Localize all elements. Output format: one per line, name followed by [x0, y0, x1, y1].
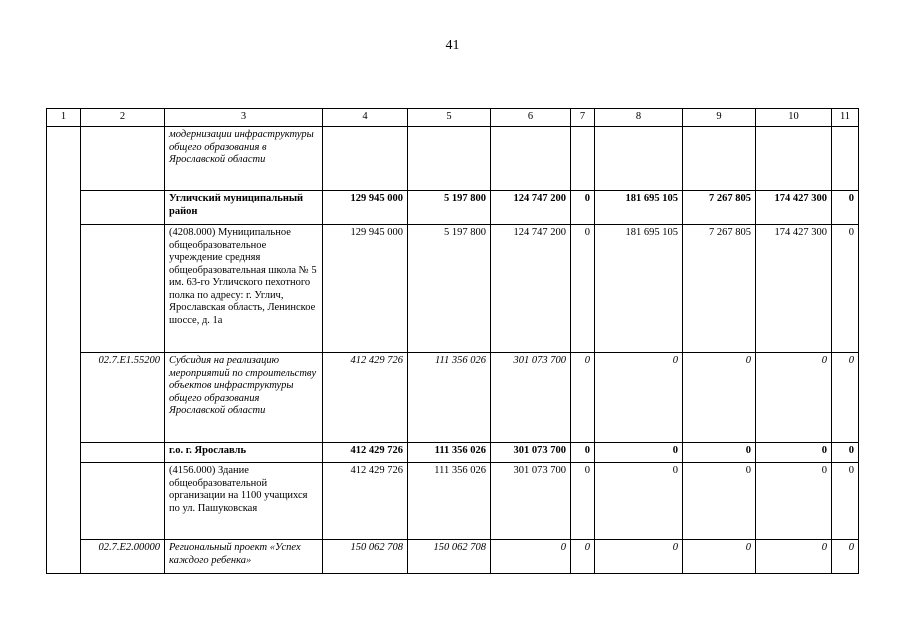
- table-row: [47, 127, 859, 191]
- table-cell-value: [323, 127, 408, 191]
- table-cell-value: [408, 127, 491, 191]
- header-cell: 10: [756, 109, 832, 127]
- table-cell-code: 02.7.E1.55200: [81, 353, 165, 443]
- table-cell-name: г.о. г. Ярославль: [165, 443, 323, 463]
- table-cell-value: 174 427 300: [756, 225, 832, 353]
- table-row: [47, 353, 859, 443]
- header-cell: 8: [595, 109, 683, 127]
- table-cell-value: 0: [595, 463, 683, 540]
- table-cell-value: 129 945 000: [323, 191, 408, 225]
- table-cell-value: 111 356 026: [408, 353, 491, 443]
- table-cell-value: 124 747 200: [491, 225, 571, 353]
- table-cell-value: 0: [571, 540, 595, 574]
- header-cell: 11: [832, 109, 859, 127]
- table-header-row: [47, 109, 859, 127]
- table-cell-value: 0: [832, 443, 859, 463]
- table-cell-value: 0: [683, 463, 756, 540]
- table-cell-value: 301 073 700: [491, 443, 571, 463]
- table-cell-value: 0: [683, 540, 756, 574]
- table-cell-value: 0: [571, 463, 595, 540]
- table-cell-name: модернизации инфраструктуры общего образования в Ярославской области: [165, 127, 323, 191]
- header-cell: 1: [47, 109, 81, 127]
- header-cell: 4: [323, 109, 408, 127]
- table-cell-value: 0: [756, 443, 832, 463]
- table-cell-value: 7 267 805: [683, 225, 756, 353]
- table-cell-value: 0: [491, 540, 571, 574]
- table-cell-value: 0: [756, 463, 832, 540]
- table-cell-value: [571, 127, 595, 191]
- header-cell: 5: [408, 109, 491, 127]
- table-cell-value: 0: [756, 540, 832, 574]
- table-cell-name: (4208.000) Муниципальное общеобразовательное учреждение средняя общеобразовательная школа № 5 им. 63-го Угличского пехотного полка по адресу: г. Углич, Ярославская область, Ленинское шоссе, д. 1а: [165, 225, 323, 353]
- budget-table: [46, 108, 859, 574]
- table-cell-value: 0: [595, 540, 683, 574]
- table-cell-value: 0: [571, 225, 595, 353]
- table-cell-value: 0: [832, 540, 859, 574]
- table-cell-value: 129 945 000: [323, 225, 408, 353]
- table-cell-value: 0: [683, 353, 756, 443]
- table-cell-value: 0: [571, 353, 595, 443]
- table-cell-value: 0: [571, 443, 595, 463]
- table-cell-value: 301 073 700: [491, 353, 571, 443]
- table-cell-value: [832, 127, 859, 191]
- table-cell-value: 0: [832, 463, 859, 540]
- table-cell-value: 412 429 726: [323, 353, 408, 443]
- table-cell-name: Региональный проект «Успех каждого ребенка»: [165, 540, 323, 574]
- table-row: [47, 443, 859, 463]
- header-cell: 3: [165, 109, 323, 127]
- table-cell-value: [491, 127, 571, 191]
- table-cell-value: 0: [571, 191, 595, 225]
- header-cell: 2: [81, 109, 165, 127]
- table-cell-value: [756, 127, 832, 191]
- header-cell: 9: [683, 109, 756, 127]
- table-cell-value: 412 429 726: [323, 443, 408, 463]
- table-cell-value: 7 267 805: [683, 191, 756, 225]
- table-row: [47, 540, 859, 574]
- table-cell-name: Угличский муниципальный район: [165, 191, 323, 225]
- page-number: 41: [445, 38, 460, 53]
- table-cell-code: [81, 443, 165, 463]
- table-cell-value: 0: [756, 353, 832, 443]
- table-cell-value: 150 062 708: [408, 540, 491, 574]
- table-cell-value: 124 747 200: [491, 191, 571, 225]
- table-cell-value: 174 427 300: [756, 191, 832, 225]
- table-cell-code: [81, 463, 165, 540]
- table-cell-code: 02.7.E2.00000: [81, 540, 165, 574]
- table-cell-code: [81, 191, 165, 225]
- table-cell-code: [81, 225, 165, 353]
- table-cell-value: 181 695 105: [595, 191, 683, 225]
- table-cell-value: 111 356 026: [408, 463, 491, 540]
- table-cell-value: 111 356 026: [408, 443, 491, 463]
- table-cell-value: 0: [595, 353, 683, 443]
- table-cell-value: 181 695 105: [595, 225, 683, 353]
- header-cell: 7: [571, 109, 595, 127]
- table-row: [47, 191, 859, 225]
- table-cell-value: 0: [683, 443, 756, 463]
- table-cell-value: 0: [832, 353, 859, 443]
- table-cell-col1: [47, 127, 81, 574]
- table-cell-value: 5 197 800: [408, 191, 491, 225]
- table-cell-value: 301 073 700: [491, 463, 571, 540]
- table-cell-name: Субсидия на реализацию мероприятий по строительству объектов инфраструктуры общего образования Ярославской области: [165, 353, 323, 443]
- table-row: [47, 463, 859, 540]
- table-cell-code: [81, 127, 165, 191]
- header-cell: 6: [491, 109, 571, 127]
- table-cell-value: 0: [832, 225, 859, 353]
- table-cell-value: 412 429 726: [323, 463, 408, 540]
- table-cell-value: [683, 127, 756, 191]
- table-cell-value: 5 197 800: [408, 225, 491, 353]
- table-cell-name: (4156.000) Здание общеобразовательной организации на 1100 учащихся по ул. Пашуковская: [165, 463, 323, 540]
- table-cell-value: 0: [832, 191, 859, 225]
- table-row: [47, 225, 859, 353]
- table-cell-value: 150 062 708: [323, 540, 408, 574]
- table-cell-value: [595, 127, 683, 191]
- table-cell-value: 0: [595, 443, 683, 463]
